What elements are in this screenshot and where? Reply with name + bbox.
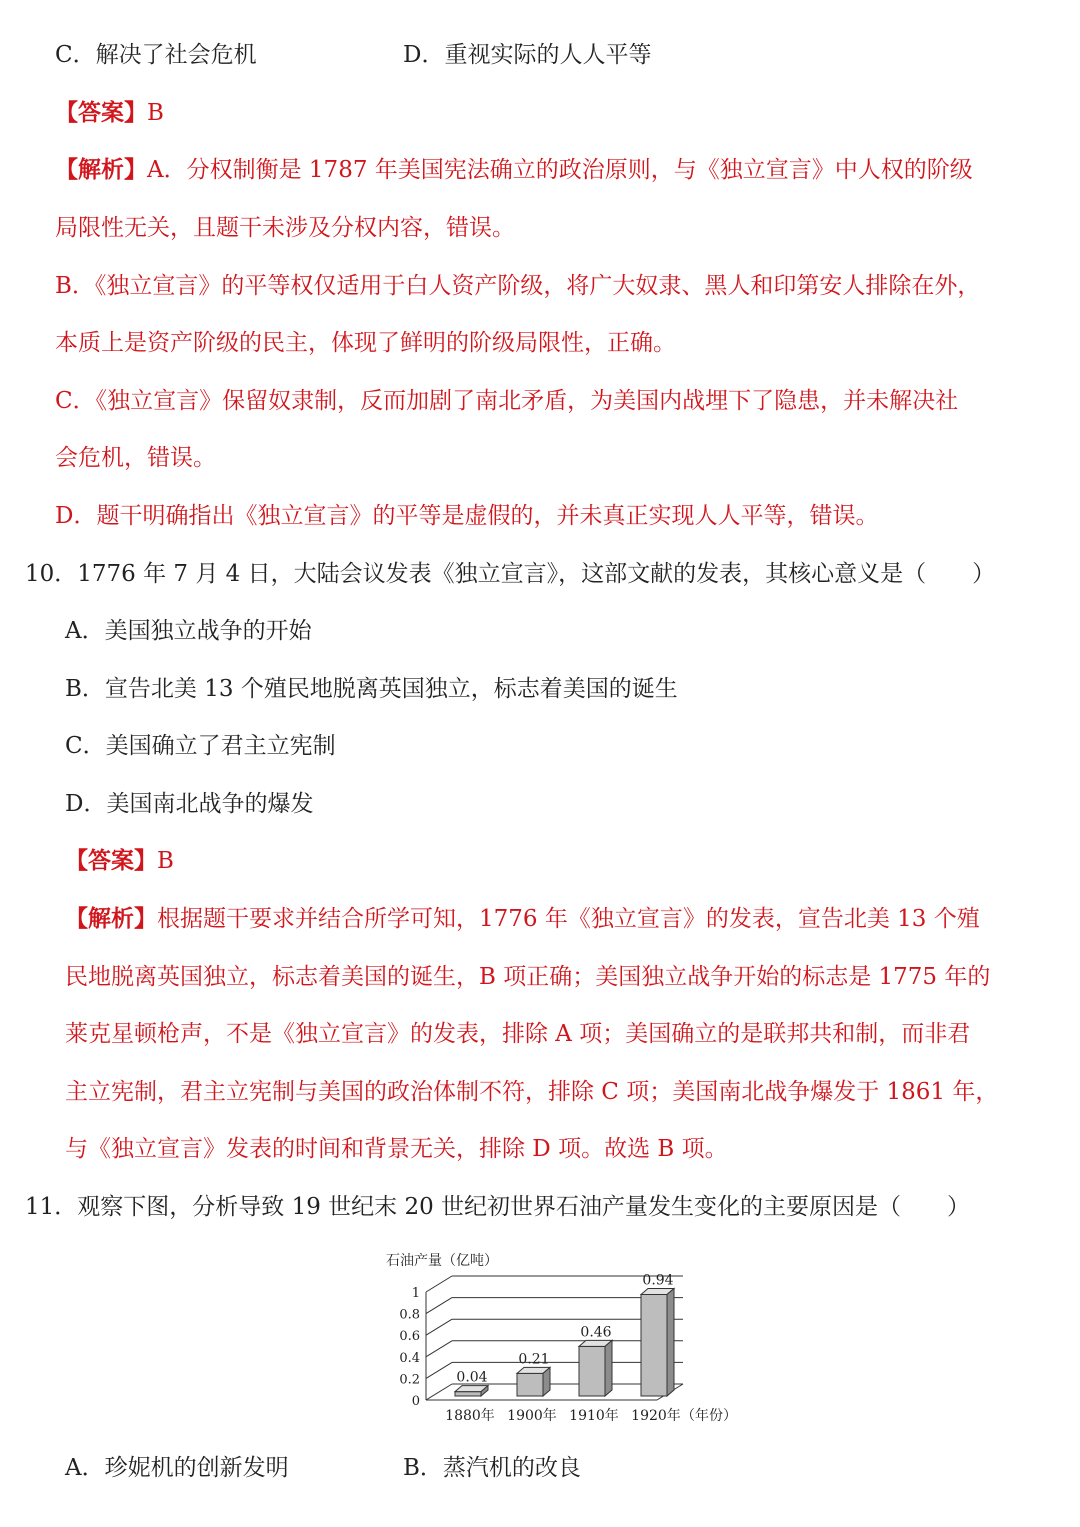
q10-analysis-line: 主立宪制，君主立宪制与美国的政治体制不符，排除 C 项；美国南北战争爆发于 1861 年，	[65, 1079, 999, 1105]
bar-front	[517, 1373, 543, 1396]
q11-option-a: A．珍妮机的创新发明	[65, 1455, 289, 1481]
q9-analysis-c: 会危机，错误。	[55, 445, 216, 471]
grid-diagonal	[426, 1298, 452, 1314]
answer-label: 【答案】	[55, 99, 147, 126]
q10-option-a: A．美国独立战争的开始	[65, 618, 312, 644]
answer-value: B	[157, 848, 174, 874]
bar-chart-svg	[378, 1245, 758, 1430]
q9-analysis-line: 局限性无关，且题干未涉及分权内容，错误。	[55, 215, 515, 241]
y-tick-label: 0.6	[399, 1329, 420, 1345]
bar-front	[579, 1346, 605, 1396]
bar-value-label: 0.21	[518, 1351, 550, 1368]
grid-diagonal	[426, 1319, 452, 1335]
analysis-text: A．分权制衡是 1787 年美国宪法确立的政治原则，与《独立宣言》中人权的阶级	[147, 157, 973, 183]
y-tick-label: 0.2	[399, 1372, 420, 1388]
chart-bars	[455, 1288, 674, 1396]
y-tick-label: 0.8	[399, 1307, 420, 1323]
analysis-label: 【解析】	[65, 905, 157, 932]
q10-answer	[65, 846, 174, 876]
y-tick-label: 0.4	[399, 1350, 420, 1366]
chart-y-ticks	[399, 1286, 420, 1409]
x-tick-label: 1910年	[569, 1408, 619, 1424]
q9-answer	[55, 98, 164, 128]
q10-analysis-line: 民地脱离英国独立，标志着美国的诞生，B 项正确；美国独立战争开始的标志是 1775 年的	[65, 964, 991, 990]
q9-analysis-d: D．题干明确指出《独立宣言》的平等是虚假的，并未真正实现人人平等，错误。	[55, 503, 879, 529]
bar-value-label: 0.04	[456, 1369, 488, 1386]
q11-option-b: B．蒸汽机的改良	[403, 1455, 581, 1481]
chart-ylabel: 石油产量（亿吨）	[386, 1253, 498, 1269]
x-tick-label: 1920年	[631, 1408, 681, 1424]
bar-side	[605, 1340, 612, 1396]
answer-value: B	[147, 100, 164, 126]
q9-analysis-b: 本质上是资产阶级的民主，体现了鲜明的阶级局限性，正确。	[55, 330, 676, 356]
chart-x-labels	[445, 1407, 681, 1424]
y-tick-label: 1	[411, 1286, 420, 1301]
chart-xlabel: （年份）	[681, 1408, 737, 1424]
grid-diagonal	[426, 1384, 452, 1400]
q10-analysis-line: 莱克星顿枪声，不是《独立宣言》的发表，排除 A 项；美国确立的是联邦共和制，而非君	[65, 1021, 971, 1047]
bar-value-label: 0.94	[642, 1272, 674, 1289]
q10-analysis-line	[65, 904, 980, 934]
bar-front	[641, 1294, 667, 1396]
q9-analysis-b: B．《独立宣言》的平等权仅适用于白人资产阶级，将广大奴隶、黑人和印第安人排除在外，	[55, 273, 981, 299]
q9-analysis-c: C．《独立宣言》保留奴隶制，反而加剧了南北矛盾，为美国内战埋下了隐患，并未解决社	[55, 388, 959, 414]
q11-stem: 11．观察下图，分析导致 19 世纪末 20 世纪初世界石油产量发生变化的主要原因是（ ）	[25, 1194, 971, 1220]
option-d: D．重视实际的人人平等	[403, 42, 652, 68]
q10-stem: 10．1776 年 7 月 4 日，大陆会议发表《独立宣言》，这部文献的发表，其核心意义是（ ）	[25, 561, 996, 587]
bar-side	[667, 1288, 674, 1396]
grid-diagonal	[426, 1276, 452, 1292]
analysis-text: 根据题干要求并结合所学可知，1776 年《独立宣言》的发表，宣告北美 13 个殖	[157, 906, 980, 932]
analysis-label: 【解析】	[55, 156, 147, 183]
grid-diagonal	[426, 1362, 452, 1378]
x-tick-label: 1900年	[507, 1408, 557, 1424]
option-c: C．解决了社会危机	[55, 42, 257, 68]
grid-diagonal	[426, 1341, 452, 1357]
q9-analysis-line	[55, 155, 973, 185]
q10-analysis-line: 与《独立宣言》发表的时间和背景无关，排除 D 项。故选 B 项。	[65, 1136, 728, 1162]
q10-option-b: B．宣告北美 13 个殖民地脱离英国独立，标志着美国的诞生	[65, 676, 678, 702]
bar-front	[455, 1392, 481, 1396]
oil-production-chart	[378, 1245, 758, 1430]
y-tick-label: 0	[411, 1394, 420, 1409]
x-tick-label: 1880年	[445, 1408, 495, 1424]
bar-value-label: 0.46	[580, 1324, 612, 1341]
q10-option-c: C．美国确立了君主立宪制	[65, 733, 336, 759]
answer-label: 【答案】	[65, 847, 157, 874]
q10-option-d: D．美国南北战争的爆发	[65, 791, 314, 817]
